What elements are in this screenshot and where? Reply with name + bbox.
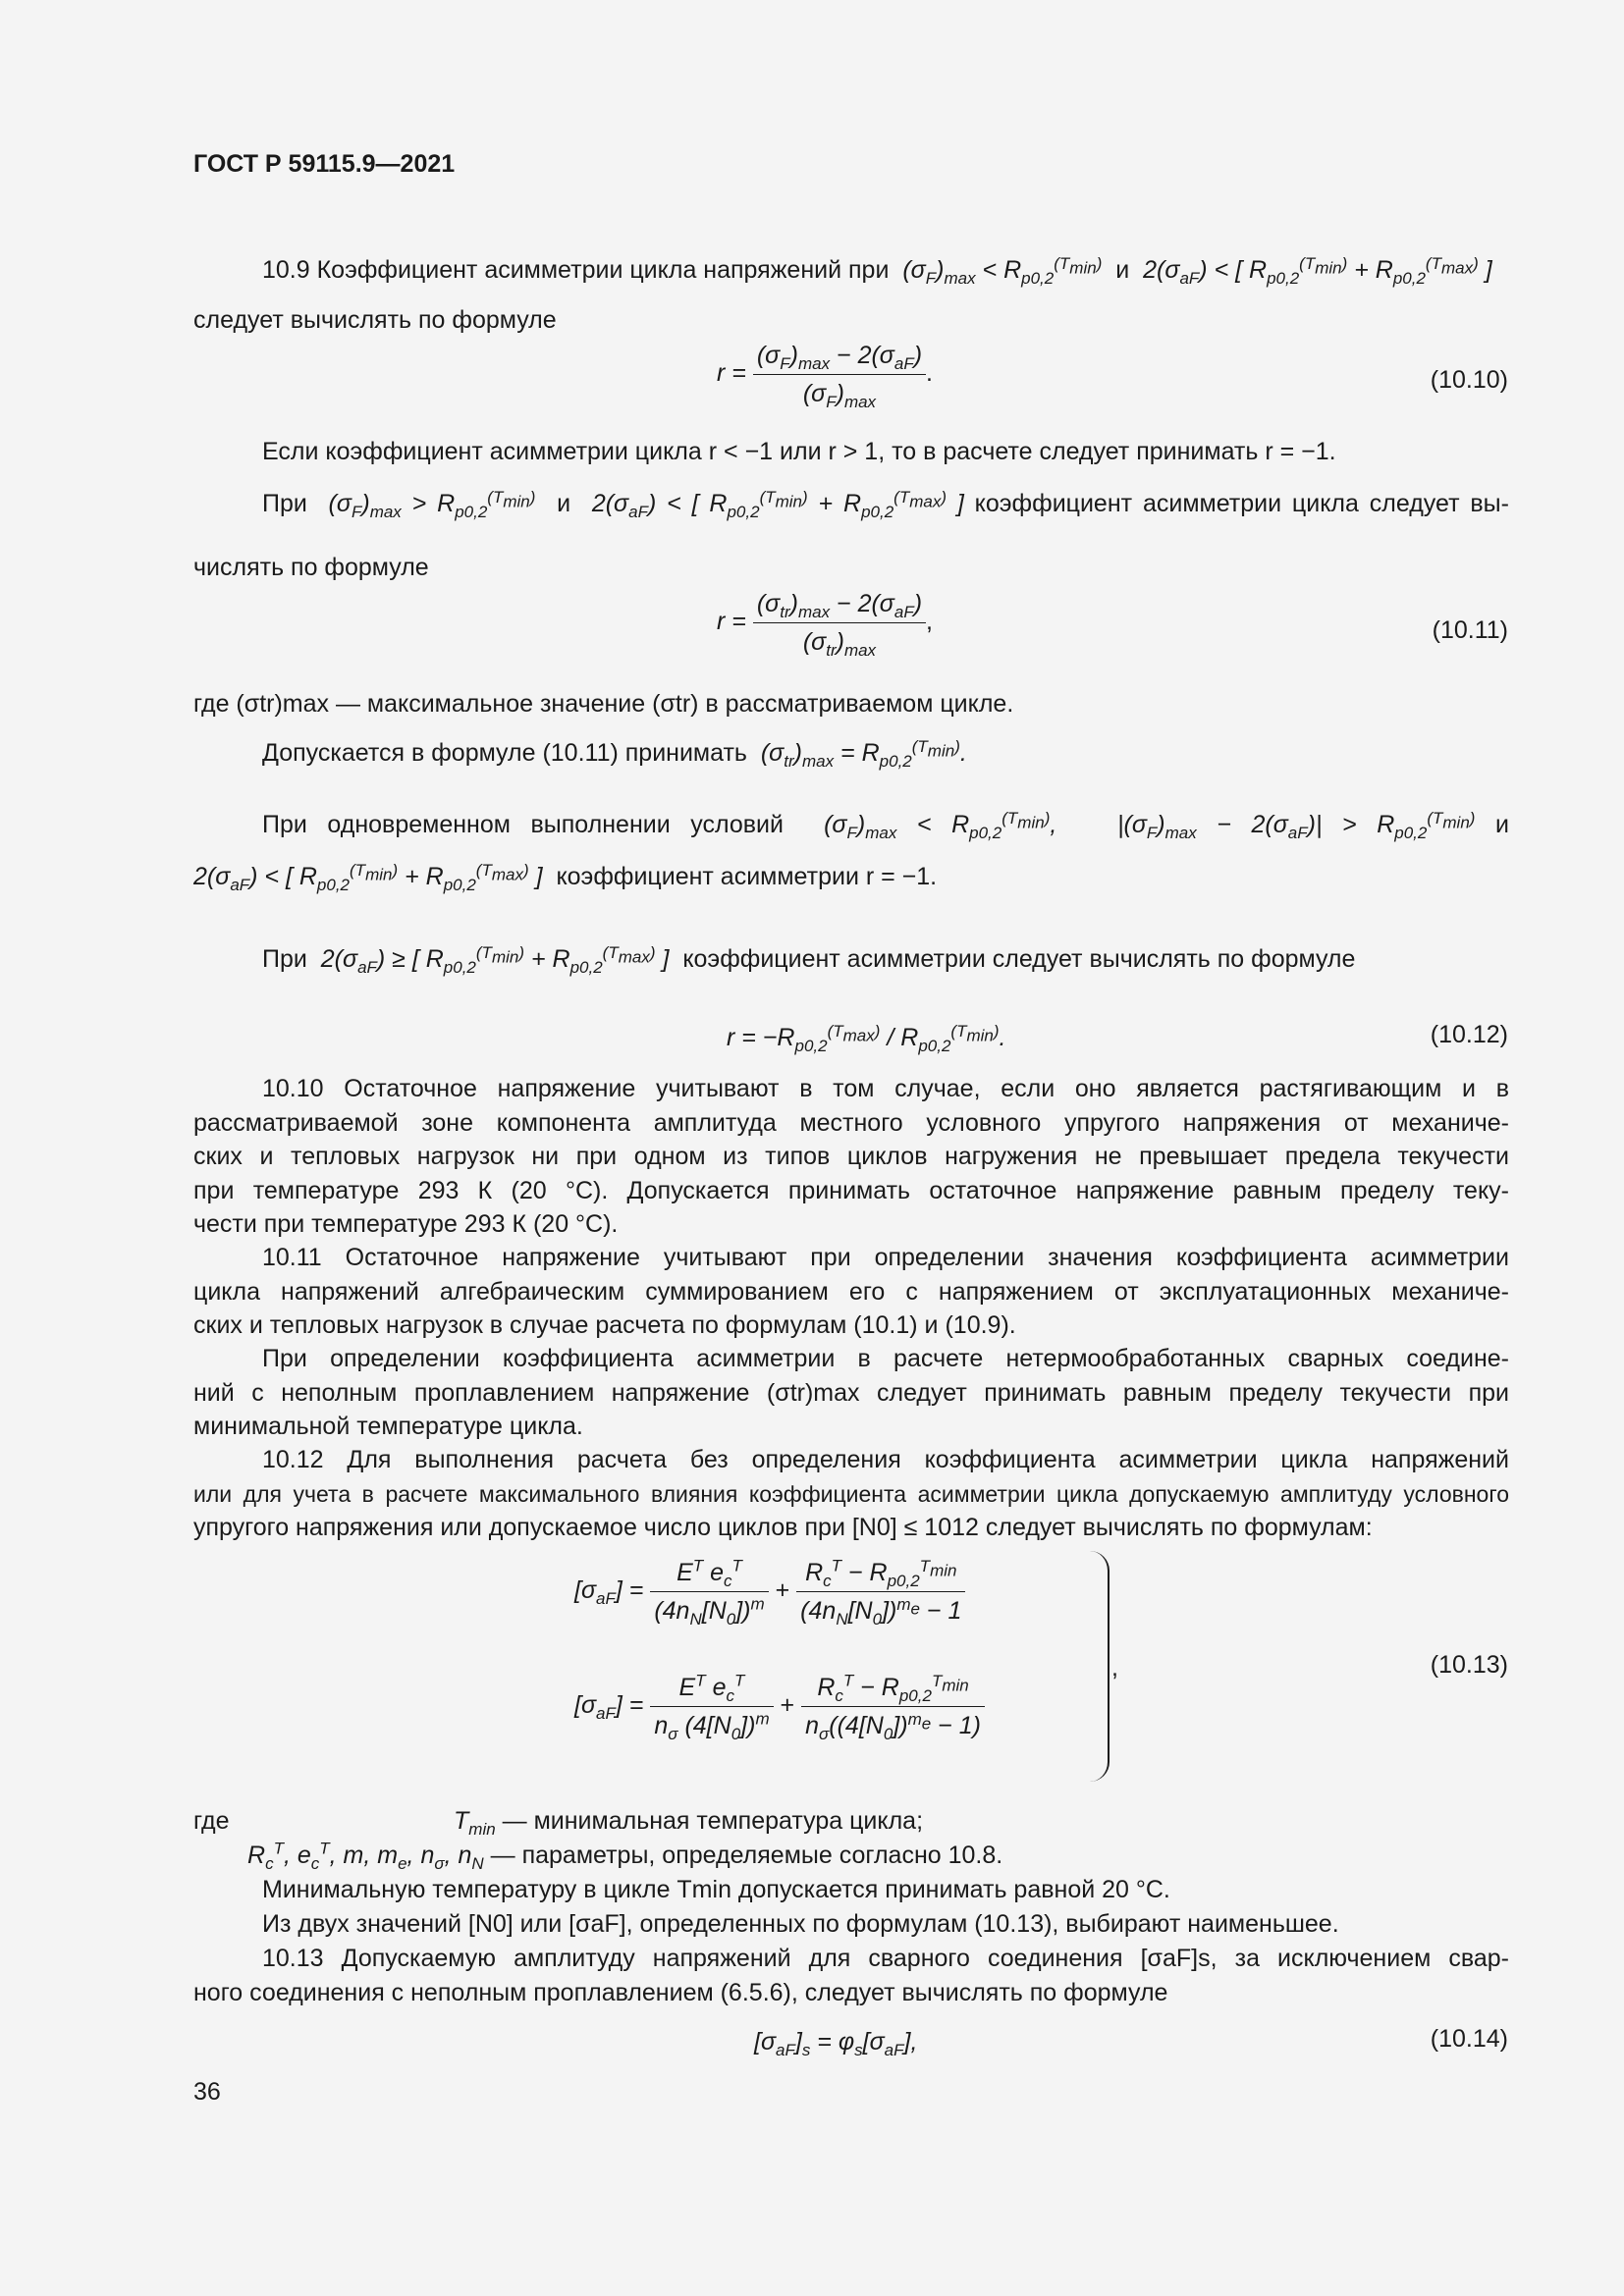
formula-inline: $(\sigma_F)_{max} < R_{p0,2}^{(T_{min})}$ bbox=[895, 253, 1103, 288]
para-10-9-line2: следует вычислять по формуле bbox=[193, 306, 557, 334]
para-tmin: Минимальную температуру в цикле Tmin допускается принимать равной 20 °С. bbox=[262, 1876, 1170, 1903]
comma: , bbox=[1111, 1654, 1118, 1682]
formula-inline: $2(\sigma_{aF})$ < [ $R_{p0,2}^{(T_{min})} + R_{p0,2}^{(T_{max})}$ ] bbox=[1143, 253, 1492, 288]
equation-number: (10.13) bbox=[1430, 1651, 1508, 1679]
formula-10-12: $r = -R_{p0,2}^{(T_{max})} / R_{p0,2}^{(T_{min})}$. bbox=[727, 1021, 1006, 1055]
para-pri-1: При $(\sigma_F)_{max} > R_{p0,2}^{(T_{min})}$ и $2(\sigma_{aF})$ < [ $R_{p0,2}^{(T_{min})} + R_{p0,2}^{(T_{max})}$ ] коэффициент асимметрии цикла следует вы- bbox=[262, 487, 1509, 521]
para-simul-cont: $2(\sigma_{aF})$ < [ $R_{p0,2}^{(T_{min})} + R_{p0,2}^{(T_{max})}$ ] коэффициент асимметрии r = −1. bbox=[193, 860, 938, 894]
para-10-13: 10.13 Допускаемую амплитуду напряжений для сварного соединения [σaF]s, за исключением свар- ного соединения с неполным проплавлением (6.5.6), следует вычислять по формуле bbox=[193, 1945, 1509, 2006]
formula-10-14: $[\sigma_{aF}]_s = \varphi_s[\sigma_{aF}]$, bbox=[754, 2028, 918, 2059]
where-tmin: $T_{min}$ — минимальная температура цикла; bbox=[454, 1807, 924, 1839]
formula-10-13-b: $[\sigma_{aF}]$ = $\frac{E^T e_c^T}{n_\sigma (4[N_0])^m}$ + $\frac{R_c^T - R_{p0,2}^{T_{min}}}{n_\sigma((4[N_0])^{m_e} - 1)}$ bbox=[574, 1671, 985, 1742]
para-10-10: 10.10 Остаточное напряжение учитывают в том случае, если оно является растягивающим и в рассматриваемой зоне компонента амплитуда местного условного упругого напряжения от механиче- ских и тепловых нагрузок ни при одном из типов циклов нагружения не превышает предела текучести при температуре 293 К (20 °С). Допускается принимать остаточное напряжение равным пределу теку- чести при температуре 293 К (20 °С). bbox=[193, 1075, 1509, 1238]
equation-number: (10.12) bbox=[1430, 1021, 1508, 1048]
para-simul: При одновременном выполнении условий $(\sigma_F)_{max} < R_{p0,2}^{(T_{min})}$, $|(\sigma_F)_{max} - 2(\sigma_{aF})| > R_{p0,2}^{(T_{min})}$ и bbox=[262, 808, 1510, 842]
para-where-tr: где (σtr)max — максимальное значение (σtr) в рассматриваемом цикле. bbox=[193, 690, 1014, 718]
equation-number: (10.14) bbox=[1430, 2025, 1508, 2053]
para-allow: Допускается в формуле (10.11) принимать $(\sigma_{tr})_{max} = R_{p0,2}^{(T_{min})}$. bbox=[262, 736, 967, 771]
curly-brace bbox=[1090, 1551, 1110, 1782]
document-header: ГОСТ Р 59115.9—2021 bbox=[193, 150, 456, 178]
para-nonheat: При определении коэффициента асимметрии в расчете нетермообработанных сварных соедине- ний с неполным проплавлением напряжение (σtr)max следует принимать равным пределу текучести при минимальной температуре цикла. bbox=[193, 1345, 1509, 1440]
para-10-12: 10.12 Для выполнения расчета без определения коэффициента асимметрии цикла напряжений или для учета в расчете максимального влияния коэффициента асимметрии цикла допускаемую амплитуду условного упругого напряжения или допускаемое число циклов при [N0] ≤ 1012 следует вычислять по формулам: bbox=[193, 1446, 1509, 1541]
where-label: где bbox=[193, 1807, 230, 1835]
formula-10-11: r = $\frac{(\sigma_{tr})_{max} - 2(\sigma_{aF})}{(\sigma_{tr})_{max}}$ , bbox=[717, 587, 933, 659]
para-choose: Из двух значений [N0] или [σaF], определенных по формулам (10.13), выбирают наименьшее. bbox=[262, 1910, 1339, 1938]
formula-10-13-a: $[\sigma_{aF}]$ = $\frac{E^T e_c^T}{(4n_N[N_0])^m}$ + $\frac{R_c^T - R_{p0,2}^{T_{min}}}{(4n_N[N_0])^{m_e} - 1}$ bbox=[574, 1556, 965, 1628]
equation-number: (10.10) bbox=[1430, 366, 1508, 394]
page-number: 36 bbox=[193, 2078, 221, 2106]
para-10-9-line1: 10.9 Коэффициент асимметрии цикла напряжений при $(\sigma_F)_{max} < R_{p0,2}^{(T_{min})}$ и $2(\sigma_{aF})$ < [ $R_{p0,2}^{(T_{min})} + R_{p0,2}^{(T_{max})}$ ] bbox=[262, 253, 1492, 288]
para-10-11: 10.11 Остаточное напряжение учитывают при определении значения коэффициента асимметрии цикла напряжений алгебраическим суммированием его с напряжением от эксплуатационных механиче- ских и тепловых нагрузок в случае расчета по формулам (10.1) и (10.9). bbox=[193, 1244, 1509, 1339]
para-if-r: Если коэффициент асимметрии цикла r < −1 или r > 1, то в расчете следует принимать r = −1. bbox=[262, 438, 1336, 465]
formula-10-10: r = $\frac{(\sigma_F)_{max} - 2(\sigma_{aF})}{(\sigma_F)_{max}}$ . bbox=[717, 339, 933, 410]
para-ge: При $2(\sigma_{aF})$ ≥ [ $R_{p0,2}^{(T_{min})} + R_{p0,2}^{(T_{max})}$ ] коэффициент асимметрии следует вычислять по формуле bbox=[262, 942, 1356, 977]
where-params: $R_c^T$, $e_c^T$, m, $m_e$, $n_\sigma$, $n_N$ — параметры, определяемые согласно 10.8. bbox=[247, 1839, 1003, 1873]
para-pri-cont: числять по формуле bbox=[193, 554, 429, 581]
equation-number: (10.11) bbox=[1432, 616, 1508, 644]
